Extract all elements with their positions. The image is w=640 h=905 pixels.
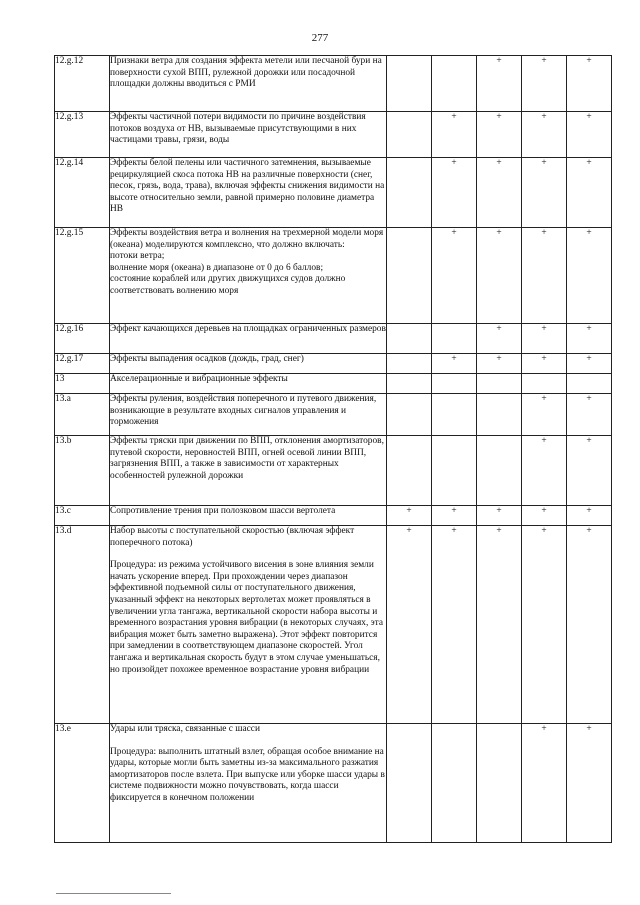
row-description: Эффекты руления, воздействия поперечного и путевого движения, возникающие в результате входных сигналов управления и торможения [110,394,387,436]
level-mark [432,374,477,394]
row-description: Эффекты выпадения осадков (дождь, град, снег) [110,354,387,374]
level-mark: + [522,394,567,436]
level-mark [522,374,567,394]
row-description: Сопротивление трения при полозковом шасси вертолета [110,506,387,526]
level-mark [387,324,432,354]
level-mark: + [387,506,432,526]
level-mark: + [387,526,432,724]
level-mark [567,374,612,394]
level-mark: + [522,436,567,506]
level-mark: + [522,228,567,324]
footnote-divider [56,893,171,894]
table-row [55,724,612,843]
level-mark [477,724,522,843]
level-mark [432,56,477,112]
row-code: 12.g.12 [55,56,110,112]
row-description: Эффект качающихся деревьев на площадках ограниченных размеров [110,324,387,354]
table-row [55,112,612,158]
level-mark: + [567,394,612,436]
level-mark: + [477,112,522,158]
level-mark: + [522,112,567,158]
level-mark: + [432,112,477,158]
table-row [55,324,612,354]
row-description: Эффекты частичной потери видимости по причине воздействия потоков воздуха от НВ, вызываемые присутствующими в них частицами травы, грязи, воды [110,112,387,158]
row-code: 13.a [55,394,110,436]
level-mark: + [567,112,612,158]
level-mark: + [432,506,477,526]
level-mark: + [522,354,567,374]
table-row [55,526,612,724]
row-code: 12.g.17 [55,354,110,374]
row-code: 13.e [55,724,110,843]
row-code: 13.b [55,436,110,506]
level-mark: + [567,56,612,112]
row-description: Акселерационные и вибрационные эффекты [110,374,387,394]
level-mark [387,436,432,506]
level-mark: + [477,354,522,374]
row-description: Признаки ветра для создания эффекта метели или песчаной бури на поверхности сухой ВПП, рулежной дорожки или посадочной площадки должны вводиться с РМИ [110,56,387,112]
row-description: Эффекты тряски при движении по ВПП, отклонения амортизаторов, путевой скорости, неровностей ВПП, огней осевой линии ВПП, загрязнения ВПП, а также в зависимости от характерных особенностей рулежной дорожки [110,436,387,506]
level-mark [387,56,432,112]
row-description: Удары или тряска, связанные с шасси Процедура: выполнить штатный взлет, обращая особое внимание на удары, которые могли быть заметны из-за максимального разжатия амортизаторов после взлета. При выпуске или уборке шасси удары в системе подвижности можно почувствовать, когда шасси фиксируется в конечном положении [110,724,387,843]
level-mark: + [432,228,477,324]
level-mark: + [567,324,612,354]
level-mark [432,394,477,436]
level-mark: + [522,506,567,526]
level-mark [432,324,477,354]
table-row [55,354,612,374]
level-mark: + [477,324,522,354]
row-code: 12.g.16 [55,324,110,354]
level-mark: + [522,724,567,843]
row-code: 13.d [55,526,110,724]
level-mark: + [567,354,612,374]
level-mark: + [477,526,522,724]
row-code: 12.g.14 [55,158,110,228]
level-mark [477,374,522,394]
row-code: 12.g.15 [55,228,110,324]
level-mark [387,724,432,843]
table-row [55,394,612,436]
level-mark: + [522,158,567,228]
level-mark: + [477,158,522,228]
level-mark: + [477,56,522,112]
level-mark [387,354,432,374]
level-mark [432,436,477,506]
row-description: Набор высоты с поступательной скоростью (включая эффект поперечного потока) Процедура: из режима устойчивого висения в зоне влияния земли начать ускорение вперед. При прохождении через диапазон эффективной подъемной силы от поступательного движения, указанный эффект на некоторых вертолетах может проявляться в увеличении угла тангажа, вертикальной скорости набора высоты и временного возрастания уровня вибрации (в некоторых случаях, эта вибрация может быть заметно выражена). Этот эффект повторится при замедлении в соответствующем диапазоне скоростей. Угол тангажа и вертикальная скорость будут в этом случае уменьшаться, но произойдет похожее временное возрастание уровня вибрации [110,526,387,724]
table-row [55,506,612,526]
level-mark: + [522,56,567,112]
table-row [55,158,612,228]
row-code: 12.g.13 [55,112,110,158]
level-mark: + [567,724,612,843]
row-code: 13 [55,374,110,394]
level-mark: + [567,506,612,526]
level-mark: + [432,526,477,724]
level-mark: + [477,228,522,324]
level-mark [477,436,522,506]
level-mark: + [432,158,477,228]
row-description: Эффекты белой пелены или частичного затемнения, вызываемые рециркуляцией скоса потока НВ на различные поверхности (снег, песок, грязь, вода, трава), включая эффекты снижения видимости на высоте относительно земли, равной примерно половине диаметра НВ [110,158,387,228]
level-mark: + [567,228,612,324]
row-code: 13.c [55,506,110,526]
table-row [55,436,612,506]
table-row [55,56,612,112]
table-row [55,228,612,324]
level-mark [477,394,522,436]
level-mark: + [522,324,567,354]
table-row [55,374,612,394]
level-mark: + [522,526,567,724]
level-mark: + [567,526,612,724]
level-mark: + [432,354,477,374]
level-mark [387,112,432,158]
requirements-table [54,55,612,843]
level-mark [387,228,432,324]
row-description: Эффекты воздействия ветра и волнения на трехмерной модели моря (океана) моделируются комплексно, что должно включать: потоки ветра; волнение моря (океана) в диапазоне от 0 до 6 баллов; состояние кораблей или других движущихся судов должно соответствовать волнению моря [110,228,387,324]
level-mark: + [477,506,522,526]
level-mark [387,394,432,436]
level-mark: + [567,436,612,506]
page-number: 277 [311,32,329,44]
level-mark: + [567,158,612,228]
level-mark [387,158,432,228]
level-mark [387,374,432,394]
level-mark [432,724,477,843]
